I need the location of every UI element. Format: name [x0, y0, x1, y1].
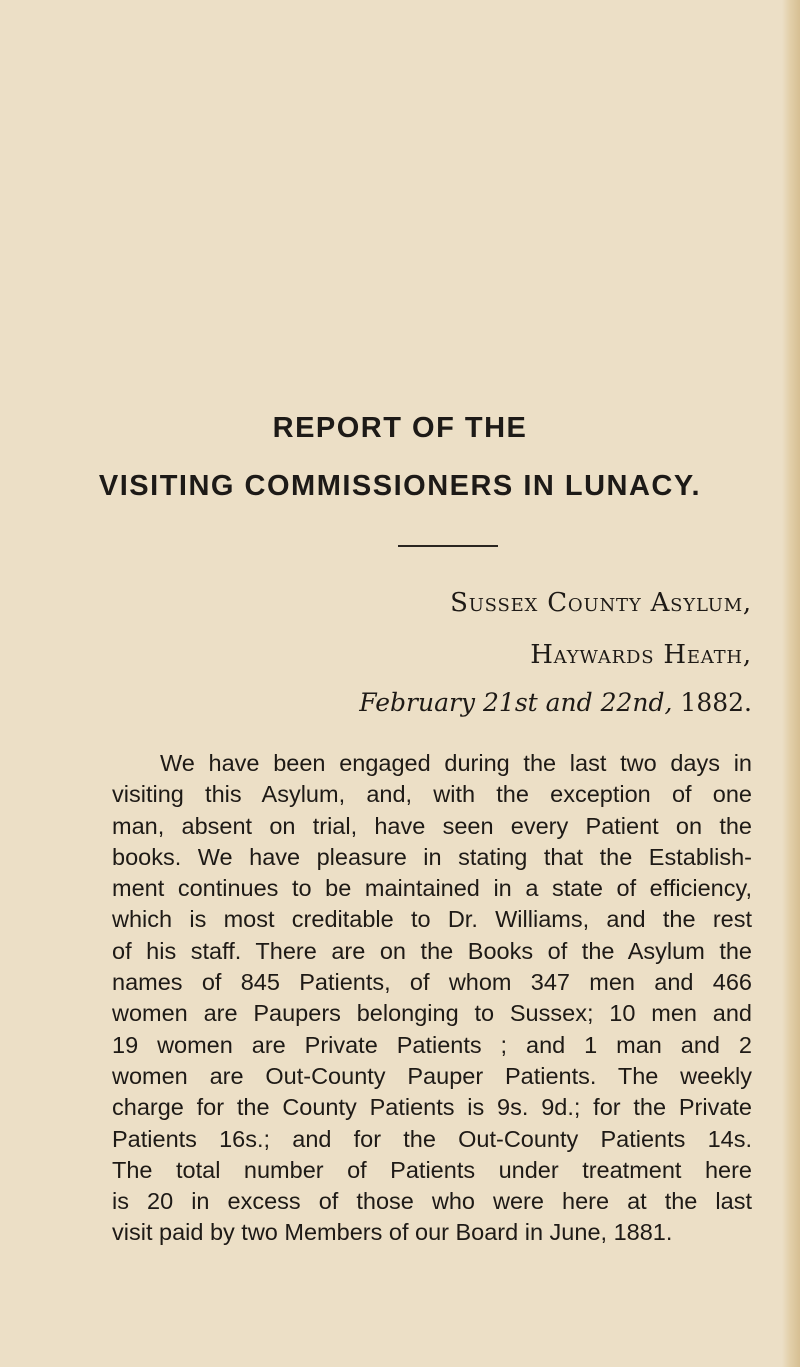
body-line: names of 845 Patients, of whom 347 men and 466 — [112, 969, 752, 996]
report-date — [359, 688, 752, 717]
body-line: visiting this Asylum, and, with the exception of one — [112, 781, 752, 808]
body-line: which is most creditable to Dr. Williams, and the rest — [112, 906, 752, 933]
report-body — [112, 748, 752, 1249]
report-title: REPORT OF THE — [272, 412, 528, 444]
body-line: visit paid by two Members of our Board in June, 1881. — [112, 1219, 673, 1246]
report-date-year: 1882. — [680, 688, 752, 717]
body-line: 19 women are Private Patients ; and 1 man and 2 — [112, 1031, 752, 1058]
body-line: ment continues to be maintained in a state of efficiency, — [112, 875, 752, 902]
body-line: books. We have pleasure in stating that the Establish- — [112, 843, 752, 870]
body-line: of his staff. There are on the Books of the Asylum the — [112, 937, 752, 964]
body-line: women are Out-County Pauper Patients. The weekly — [112, 1062, 752, 1089]
section-divider — [398, 545, 498, 547]
body-line: We have been engaged during the last two days in — [160, 750, 752, 776]
body-line: man, absent on trial, have seen every Patient on the — [112, 812, 752, 839]
address-institution: Sussex County Asylum, — [450, 588, 752, 618]
body-line: charge for the County Patients is 9s. 9d.; for the Private — [112, 1094, 752, 1121]
address-location: Haywards Heath, — [530, 640, 752, 670]
page-edge-shading — [782, 0, 800, 1367]
body-line: The total number of Patients under treatment here — [112, 1156, 752, 1183]
body-line: Patients 16s.; and for the Out-County Patients 14s. — [112, 1125, 752, 1152]
body-line: is 20 in excess of those who were here at the last — [112, 1188, 752, 1215]
report-subtitle: VISITING COMMISSIONERS IN LUNACY. — [98, 470, 702, 502]
report-date-days: February 21st and 22nd, — [359, 688, 673, 717]
body-line: women are Paupers belonging to Sussex; 10 men and — [112, 1000, 752, 1027]
